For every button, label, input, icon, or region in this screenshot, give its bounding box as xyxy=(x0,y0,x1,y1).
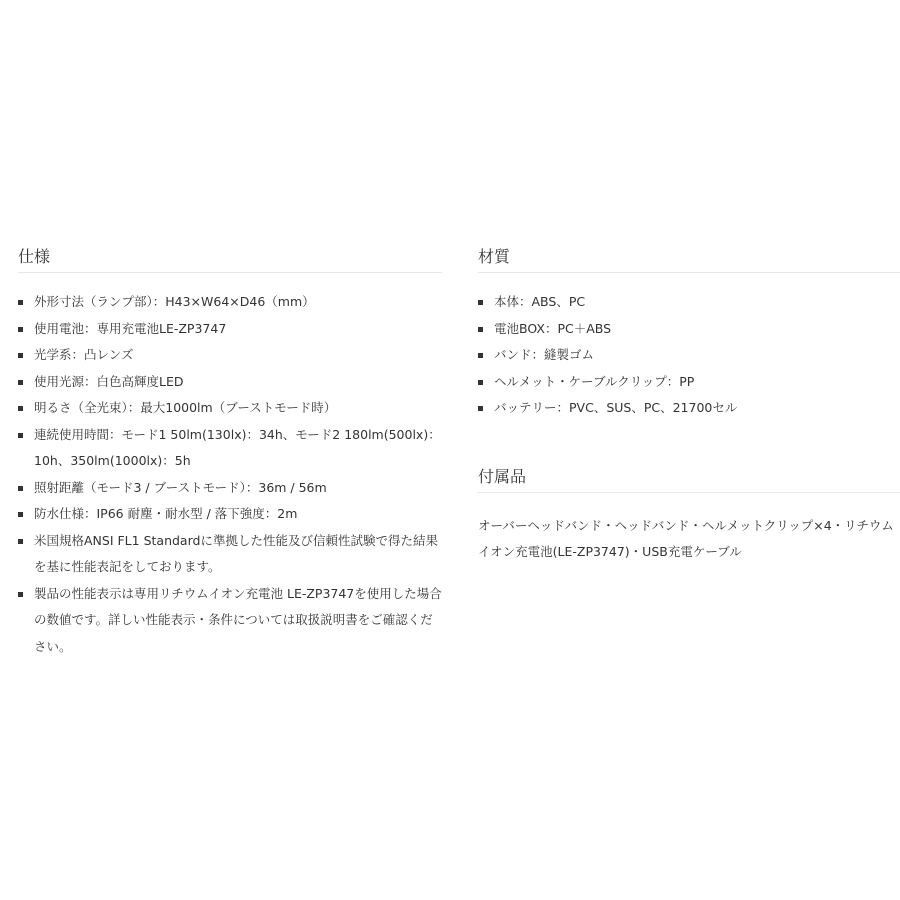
spec-text: 使用光源：白色高輝度LED xyxy=(34,373,184,389)
square-bullet-icon xyxy=(478,380,483,385)
square-bullet-icon xyxy=(18,327,23,332)
spec-text: 連続使用時間：モード1 50lm(130lx)：34h、モード2 180lm(500lx)：10h、350lm(1000lx)：5h xyxy=(34,426,441,468)
spec-text: 外形寸法（ランプ部）：H43×W64×D46（mm） xyxy=(34,294,315,309)
square-bullet-icon xyxy=(478,327,483,332)
list-item xyxy=(478,289,900,316)
specs-list xyxy=(18,289,442,660)
accessories-title: 付属品 xyxy=(478,462,900,493)
square-bullet-icon xyxy=(478,406,483,411)
list-item xyxy=(18,581,442,661)
square-bullet-icon xyxy=(478,300,483,305)
right-column xyxy=(478,242,900,566)
square-bullet-icon xyxy=(18,592,23,597)
spec-text: 防水仕様：IP66 耐塵・耐水型 / 落下強度：2m xyxy=(34,506,298,521)
square-bullet-icon xyxy=(18,380,23,385)
list-item xyxy=(18,316,442,343)
spec-text: 米国規格ANSI FL1 Standardに準拠した性能及び信頼性試験で得た結果を基に性能表記をしております。 xyxy=(34,532,438,574)
list-item xyxy=(18,289,442,316)
list-item xyxy=(18,528,442,581)
square-bullet-icon xyxy=(18,353,23,358)
spec-text: 製品の性能表示は専用リチウムイオン充電池 LE-ZP3747を使用した場合の数値です。詳しい性能表示・条件については取扱説明書をご確認ください。 xyxy=(34,585,442,654)
list-item xyxy=(478,316,900,343)
spec-text: 照射距離（モード3 / ブーストモード）：36m / 56m xyxy=(34,479,327,495)
materials-section xyxy=(478,242,900,422)
material-text: 本体：ABS、PC xyxy=(494,294,586,309)
list-item xyxy=(18,475,442,502)
square-bullet-icon xyxy=(18,433,23,438)
materials-list xyxy=(478,289,900,422)
material-text: ヘルメット・ケーブルクリップ：PP xyxy=(494,373,695,389)
square-bullet-icon xyxy=(18,300,23,305)
list-item xyxy=(478,369,900,396)
list-item xyxy=(18,342,442,369)
spec-text: 光学系：凸レンズ xyxy=(34,347,134,362)
material-text: バッテリー：PVC、SUS、PC、21700セル xyxy=(494,400,738,415)
spec-text: 明るさ（全光束）：最大1000lm（ブーストモード時） xyxy=(34,400,337,415)
list-item xyxy=(478,342,900,369)
square-bullet-icon xyxy=(18,512,23,517)
square-bullet-icon xyxy=(18,539,23,544)
list-item xyxy=(478,395,900,422)
accessories-section xyxy=(478,462,900,566)
list-item xyxy=(18,422,442,475)
accessories-text: オーバーヘッドバンド・ヘッドバンド・ヘルメットクリップ×4・リチウムイオン充電池(LE-ZP3747)・USB充電ケーブル xyxy=(478,517,894,559)
spec-text: 使用電池：専用充電池LE-ZP3747 xyxy=(34,320,227,336)
list-item xyxy=(18,369,442,396)
specs-title: 仕様 xyxy=(18,242,442,273)
specs-section xyxy=(18,242,442,660)
material-text: 電池BOX：PC＋ABS xyxy=(494,320,612,336)
square-bullet-icon xyxy=(18,486,23,491)
materials-title: 材質 xyxy=(478,242,900,273)
list-item xyxy=(18,395,442,422)
list-item xyxy=(18,501,442,528)
square-bullet-icon xyxy=(478,353,483,358)
square-bullet-icon xyxy=(18,406,23,411)
material-text: バンド：縫製ゴム xyxy=(494,347,595,362)
